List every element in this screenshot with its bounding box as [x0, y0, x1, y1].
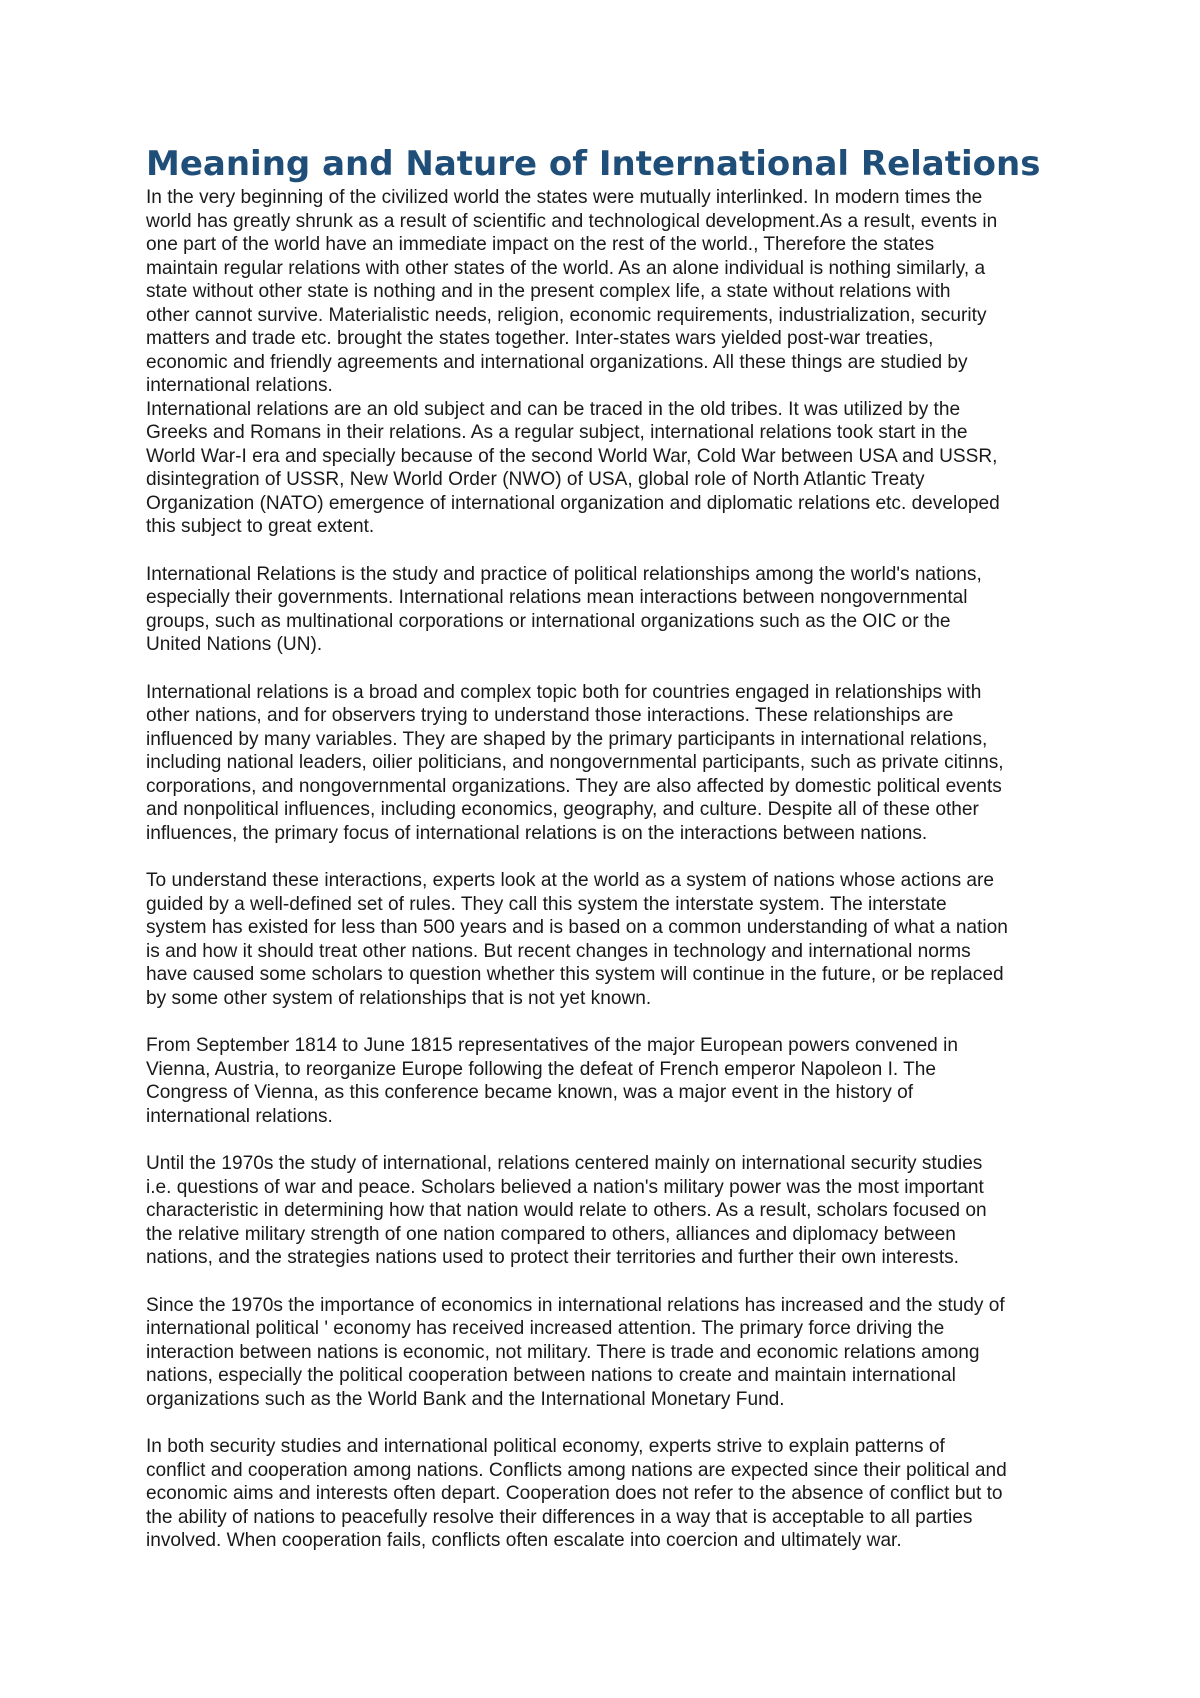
paragraph-scope: International relations is a broad and complex topic both for countries engaged in relationships with other nations, and for observers trying to understand those interactions. These relationships are influenced by many variables. They are shaped by the primary participants in international relations, including national leaders, oilier politicians, and nongovernmental participants, such as private citinns, corporations, and nongovernmental organizations. They are also affected by domestic political events and nonpolitical influences, including economics, geography, and culture. Despite all of these other influences, the primary focus of international relations is on the interactions between nations. — [146, 681, 1004, 844]
paragraph-definition: International Relations is the study and practice of political relationships among the world's nations, especially their governments. International relations mean interactions between nongovernmental groups, such as multinational corporations or international organizations such as the OIC or the United Nations (UN). — [146, 563, 982, 655]
paragraph-political-economy: Since the 1970s the importance of economics in international relations has increased and the study of international political ' economy has received increased attention. The primary force driving the interaction between nations is economic, not military. There is trade and economic relations among nations, especially the political cooperation between nations to create and maintain international organizations such as the World Bank and the International Monetary Fund. — [146, 1294, 1005, 1410]
document-body — [146, 142, 1066, 1577]
paragraph-intro: In the very beginning of the civilized world the states were mutually interlinked. In modern times the world has greatly shrunk as a result of scientific and technological development.As a result, events in one part of the world have an immediate impact on the rest of the world., Therefore the states maintain regular relations with other states of the world. As an alone individual is nothing similarly, a state without other state is nothing and in the present complex life, a state without relations with other cannot survive. Materialistic needs, religion, economic requirements, industrialization, security matters and trade etc. brought the states together. Inter-states wars yielded post-war treaties, economic and friendly agreements and international organizations. All these things are studied by international relations. — [146, 187, 998, 396]
paragraph-conflict-cooperation: In both security studies and international political economy, experts strive to explain patterns of conflict and cooperation among nations. Conflicts among nations are expected since their political and economic aims and interests often depart. Cooperation does not refer to the absence of conflict but to the ability of nations to peacefully resolve their differences in a way that is acceptable to all parties involved. When cooperation fails, conflicts often escalate into coercion and ultimately war. — [146, 1436, 1007, 1551]
document-title: Meaning and Nature of International Relations — [146, 144, 1041, 184]
paragraph-security-studies: Until the 1970s the study of international, relations centered mainly on international security studies i.e. questions of war and peace. Scholars believed a nation's military power was the most important characteristic in determining how that nation would relate to others. As a result, scholars focused on the relative military strength of one nation compared to others, alliances and diplomacy between nations, and the strategies nations used to protect their territories and further their own interests. — [146, 1153, 987, 1268]
paragraph-interstate-system: To understand these interactions, experts look at the world as a system of nations whose actions are guided by a well-defined set of rules. They call this system the interstate system. The interstate system has existed for less than 500 years and is based on a common understanding of what a nation is and how it should treat other nations. But recent changes in technology and international norms have caused some scholars to question whether this system will continue in the future, or be replaced by some other system of relationships that is not yet known. — [146, 870, 1008, 1009]
paragraph-congress-of-vienna: From September 1814 to June 1815 representatives of the major European powers convened in Vienna, Austria, to reorganize Europe following the defeat of French emperor Napoleon I. The Congress of Vienna, as this conference became known, was a major event in the history of international relations. — [146, 1035, 958, 1127]
paragraph-history: International relations are an old subject and can be traced in the old tribes. It was utilized by the Greeks and Romans in their relations. As a regular subject, international relations took start in the World War-I era and specially because of the second World War, Cold War between USA and USSR, disintegration of USSR, New World Order (NWO) of USA, global role of North Atlantic Treaty Organization (NATO) emergence of international organization and diplomatic relations etc. developed this subject to great extent. — [146, 398, 1000, 537]
